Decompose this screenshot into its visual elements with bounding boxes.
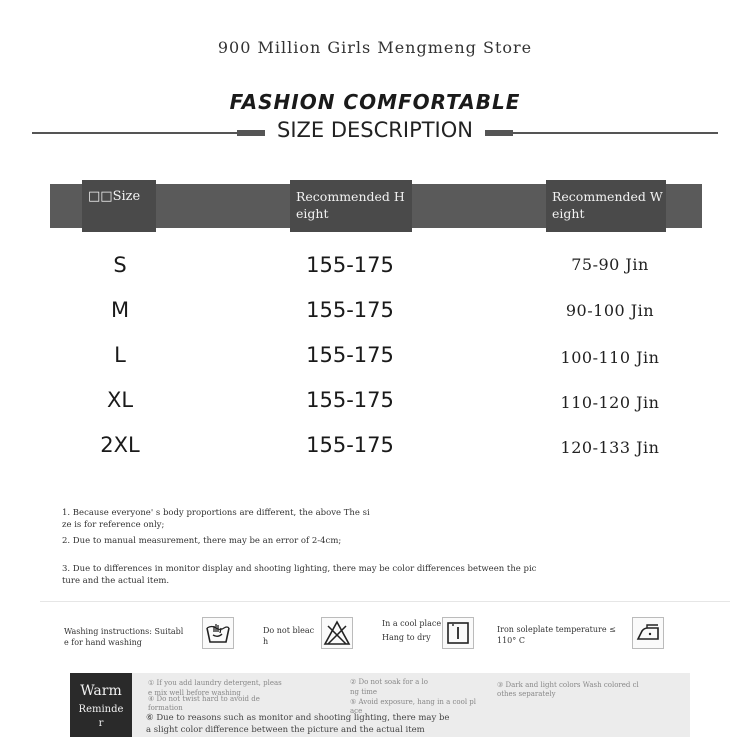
warm-r4-line2: formation — [148, 704, 183, 712]
cell-height: 155-175 — [306, 298, 394, 322]
warm-reminder-3 — [497, 681, 667, 699]
warm-reminder-4 — [148, 695, 308, 713]
table-row — [50, 298, 702, 338]
note-3 — [62, 563, 536, 587]
note-1-line1: 1. Because everyone' s body proportions are different, the above The si — [62, 508, 370, 518]
wash-instruction-hang-dry — [382, 618, 446, 643]
warm-r4-line1: ④ Do not twist hard to avoid de — [148, 695, 260, 703]
table-row — [50, 388, 702, 428]
no-bleach-icon — [321, 617, 353, 649]
heading-fashion-comfortable: FASHION COMFORTABLE — [229, 90, 521, 114]
note-1 — [62, 507, 370, 531]
wash-bleach-line2: h — [263, 637, 269, 646]
warm-r1-line1: ① If you add laundry detergent, pleas — [148, 679, 282, 687]
wash-hand-line1: Washing instructions: Suitabl — [64, 627, 184, 636]
cell-size: M — [110, 298, 130, 322]
cell-weight: 110-120 Jin — [560, 393, 660, 412]
size-table-header — [50, 184, 702, 228]
header-size: □□Size — [82, 180, 156, 232]
wash-instruction-no-bleach — [263, 625, 323, 647]
cell-weight: 90-100 Jin — [565, 301, 655, 320]
note-1-line2: ze is for reference only; — [62, 520, 165, 530]
table-row — [50, 253, 702, 293]
divider-bar-left — [237, 130, 265, 136]
header-recommended-weight — [546, 180, 666, 232]
warm-r5-line1: ⑤ Avoid exposure, hang in a cool pl — [350, 698, 477, 706]
warm-label-line2: Reminde — [78, 704, 124, 715]
cell-weight: 75-90 Jin — [571, 255, 649, 274]
table-row — [50, 433, 702, 473]
cell-size: L — [114, 343, 126, 367]
warm-r1-line2: e mix well before washing — [148, 689, 241, 697]
size-description-heading — [32, 118, 718, 148]
header-weight-line1: Recommended W — [552, 189, 663, 204]
hand-wash-icon — [202, 617, 234, 649]
warm-r3-line1: ③ Dark and light colors Wash colored cl — [497, 681, 639, 689]
washing-divider — [40, 601, 730, 602]
header-weight-line2: eight — [552, 206, 585, 221]
wash-dry-line1: In a cool place — [382, 619, 442, 628]
warm-r2-line1: ② Do not soak for a lo — [350, 678, 428, 686]
size-description-title: SIZE DESCRIPTION — [277, 118, 473, 142]
wash-instruction-hand-wash — [64, 626, 204, 648]
warm-r6-line2: a slight color difference between the picture and the actual item — [146, 725, 425, 735]
warm-r2-line2: ng time — [350, 688, 378, 696]
header-recommended-height — [290, 180, 412, 232]
cell-size: S — [113, 253, 127, 277]
wash-hand-line2: e for hand washing — [64, 638, 142, 647]
cell-height: 155-175 — [306, 343, 394, 367]
cell-weight: 120-133 Jin — [560, 438, 660, 457]
warm-reminder-label — [70, 673, 132, 737]
wash-dry-line2: Hang to dry — [382, 633, 431, 642]
note-3-line2: ture and the actual item. — [62, 576, 170, 586]
note-2: 2. Due to manual measurement, there may be an error of 2-4cm; — [62, 536, 342, 546]
warm-reminder-2 — [350, 678, 490, 697]
iron-icon — [632, 617, 664, 649]
cell-height: 155-175 — [306, 253, 394, 277]
cell-height: 155-175 — [306, 433, 394, 457]
divider-line-left — [32, 132, 237, 134]
warm-label-line1: Warm — [80, 683, 122, 699]
cell-height: 155-175 — [306, 388, 394, 412]
cell-weight: 100-110 Jin — [560, 348, 660, 367]
wash-bleach-line1: Do not bleac — [263, 626, 315, 635]
wash-instruction-iron — [497, 624, 637, 646]
divider-line-right — [513, 132, 718, 134]
table-row — [50, 343, 702, 383]
warm-r6-line1: ⑥ Due to reasons such as monitor and shooting lighting, there may be — [146, 713, 450, 723]
store-title: 900 Million Girls Mengmeng Store — [217, 38, 533, 57]
wash-iron-line2: 110° C — [497, 636, 525, 645]
cell-size: 2XL — [100, 433, 140, 457]
cell-size: XL — [106, 388, 134, 412]
warm-r3-line2: othes separately — [497, 690, 556, 698]
wash-iron-line1: Iron soleplate temperature ≤ — [497, 625, 616, 634]
header-height-line1: Recommended H — [296, 189, 405, 204]
warm-reminder-6 — [146, 712, 506, 736]
warm-label-line3: r — [98, 718, 104, 729]
warm-label-line2-wrap — [70, 703, 132, 731]
header-height-line2: eight — [296, 206, 329, 221]
note-3-line1: 3. Due to differences in monitor display and shooting lighting, there may be color differences between the pic — [62, 564, 537, 574]
hang-dry-icon — [442, 617, 474, 649]
warm-r5-line2: ace — [350, 707, 363, 715]
divider-bar-right — [485, 130, 513, 136]
